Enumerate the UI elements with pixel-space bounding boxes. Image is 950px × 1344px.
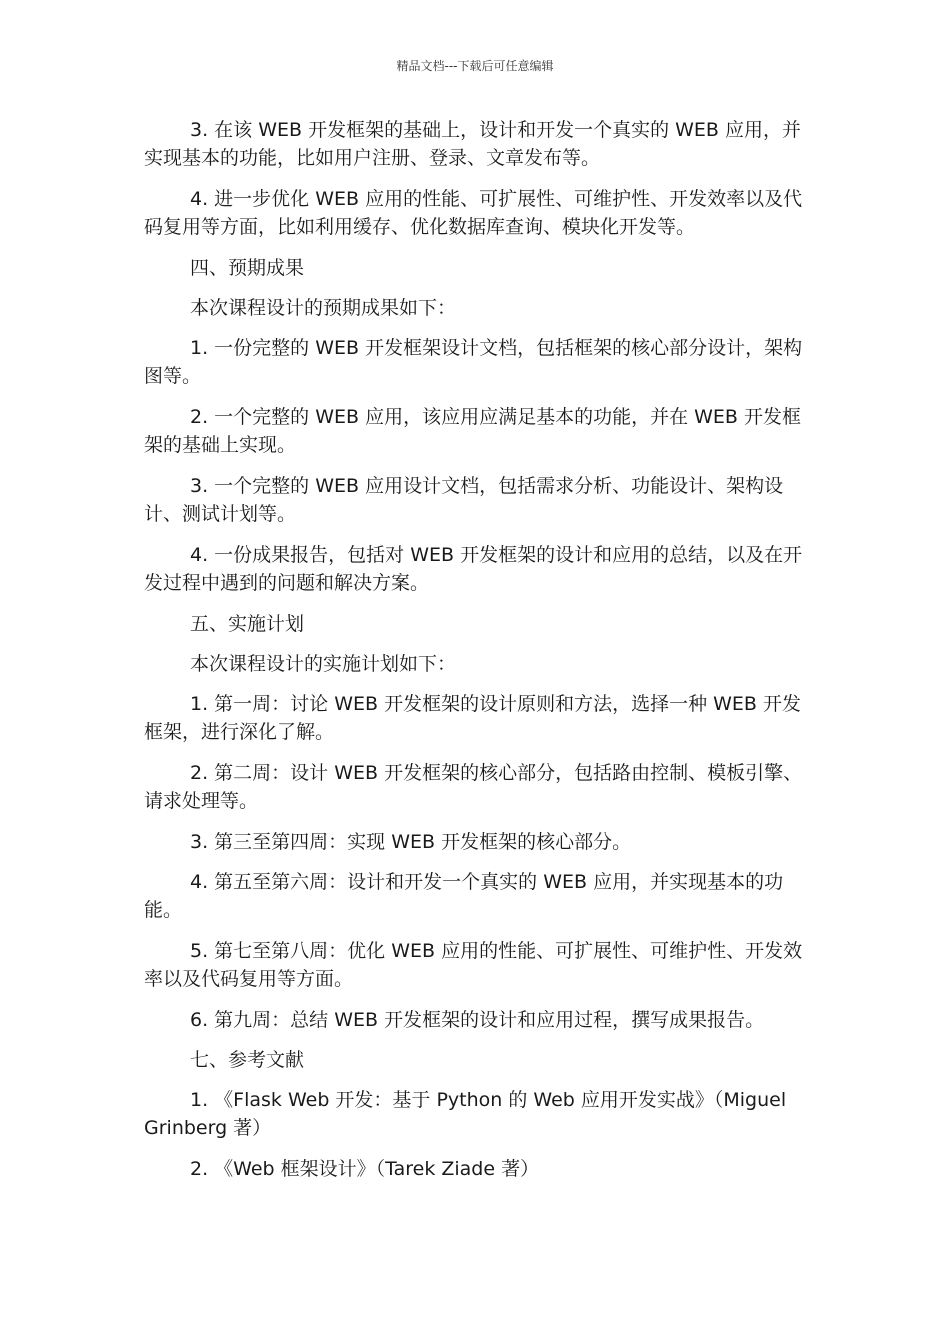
expected-results-intro: 本次课程设计的预期成果如下： [190,297,457,319]
page-header: 精品文档---下载后可任意编辑 [396,59,554,73]
plan-week-5-6: 4. 第五至第六周：设计和开发一个真实的 WEB 应用，并实现基本的功能。 [144,871,784,921]
plan-week-2: 2. 第二周：设计 WEB 开发框架的核心部分，包括路由控制、模板引擎、请求处理等。 [144,762,803,812]
section-heading-references: 七、参考文献 [190,1049,305,1071]
plan-week-3-4: 3. 第三至第四周：实现 WEB 开发框架的核心部分。 [190,831,632,853]
implementation-plan-intro: 本次课程设计的实施计划如下： [190,653,457,675]
section-heading-implementation-plan: 五、实施计划 [190,613,305,635]
plan-week-7-8: 5. 第七至第八周：优化 WEB 应用的性能、可扩展性、可维护性、开发效率以及代码复用等方面。 [144,940,803,990]
paragraph-4-optimize: 4. 进一步优化 WEB 应用的性能、可扩展性、可维护性、开发效率以及代码复用等方面，比如利用缓存、优化数据库查询、模块化开发等。 [144,188,803,238]
expected-result-4: 4. 一份成果报告，包括对 WEB 开发框架的设计和应用的总结，以及在开发过程中遇到的问题和解决方案。 [144,544,803,594]
reference-1: 1. 《Flask Web 开发：基于 Python 的 Web 应用开发实战》（Miguel Grinberg 著） [144,1089,787,1139]
paragraph-3-build-app: 3. 在该 WEB 开发框架的基础上，设计和开发一个真实的 WEB 应用，并实现基本的功能，比如用户注册、登录、文章发布等。 [144,119,801,169]
plan-week-1: 1. 第一周：讨论 WEB 开发框架的设计原则和方法，选择一种 WEB 开发框架，进行深化了解。 [144,693,801,743]
expected-result-1: 1. 一份完整的 WEB 开发框架设计文档，包括框架的核心部分设计，架构图等。 [144,337,803,387]
reference-2: 2. 《Web 框架设计》（Tarek Ziade 著） [190,1158,540,1180]
document-body [144,116,812,1195]
expected-result-2: 2. 一个完整的 WEB 应用，该应用应满足基本的功能，并在 WEB 开发框架的基础上实现。 [144,406,801,456]
expected-result-3: 3. 一个完整的 WEB 应用设计文档，包括需求分析、功能设计、架构设计、测试计划等。 [144,475,784,525]
plan-week-9: 6. 第九周：总结 WEB 开发框架的设计和应用过程，撰写成果报告。 [190,1009,765,1031]
section-heading-expected-results: 四、预期成果 [190,257,305,279]
